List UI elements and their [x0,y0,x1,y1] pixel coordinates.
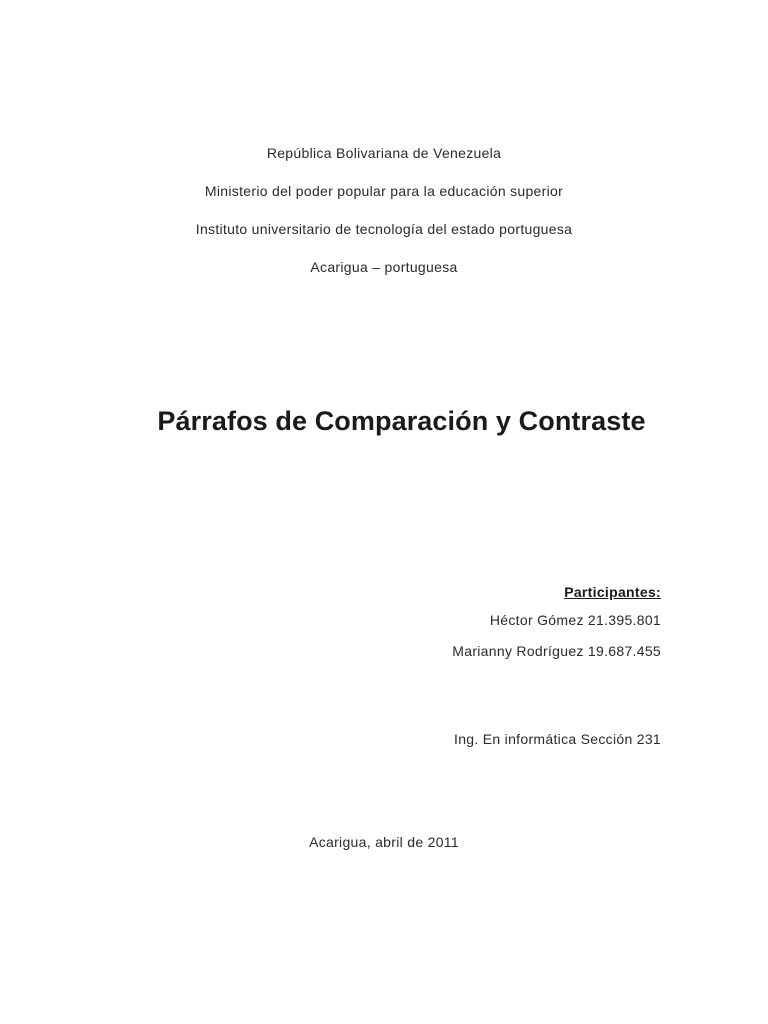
participant-name: Héctor Gómez 21.395.801 [489,612,661,628]
footer-place-date: Acarigua, abril de 2011 [309,834,459,850]
document-title: Párrafos de Comparación y Contraste [157,406,646,436]
header-location: Acarigua – portuguesa [310,259,458,275]
header-ministry: Ministerio del poder popular para la educación superior [204,183,564,199]
participants-heading: Participantes: [564,584,661,600]
header-institute: Instituto universitario de tecnología del estado portuguesa [195,221,573,237]
participant-name: Marianny Rodríguez 19.687.455 [452,643,661,659]
header-country: República Bolivariana de Venezuela [266,145,502,161]
program-section: Ing. En informática Sección 231 [454,731,661,747]
